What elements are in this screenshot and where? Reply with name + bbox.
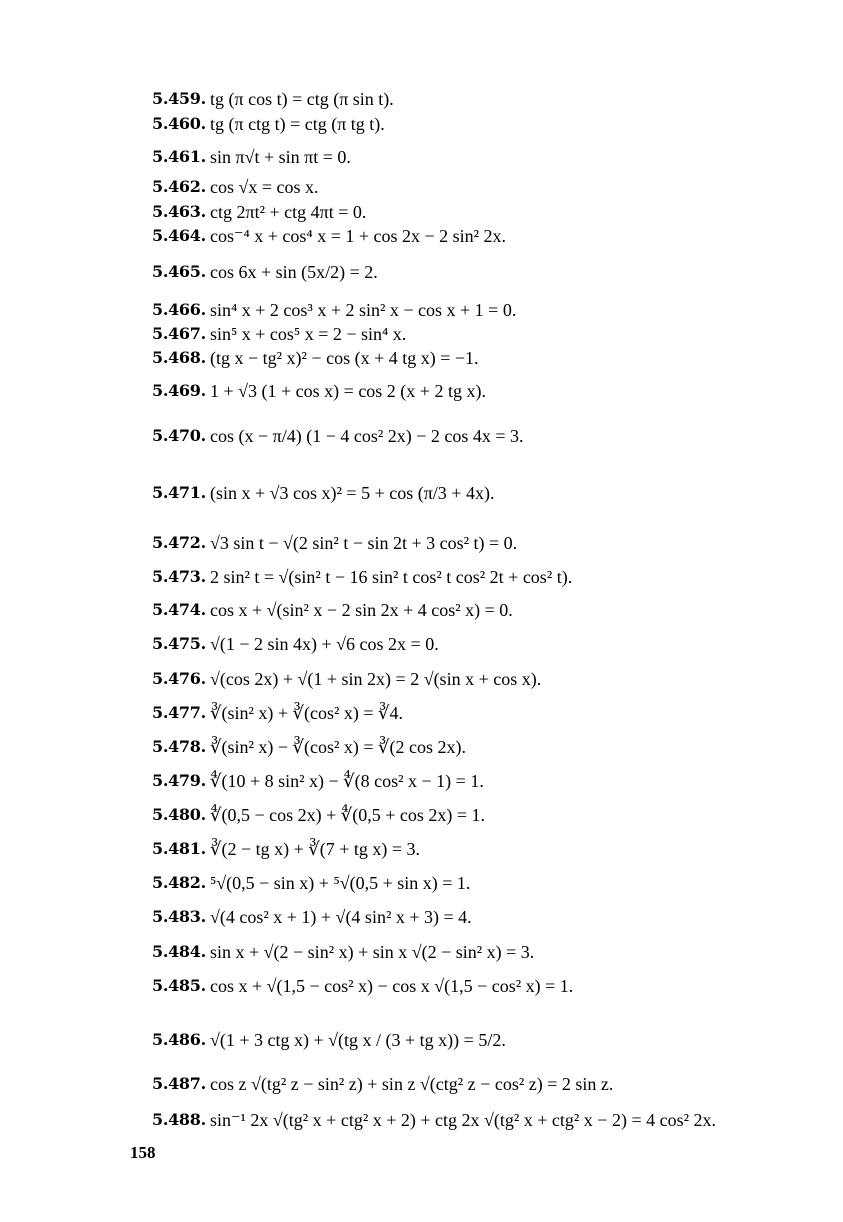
problem-expression: ctg 2πt² + ctg 4πt = 0. — [210, 202, 367, 222]
problem-5-480 — [152, 803, 792, 827]
problem-expression: sin⁵ x + cos⁵ x = 2 − sin⁴ x. — [210, 324, 407, 344]
problem-5-483 — [152, 905, 792, 929]
problem-number: 5.483. — [152, 907, 206, 926]
problem-5-459 — [152, 87, 792, 111]
problem-expression: ∛(sin² x) + ∛(cos² x) = ∛4. — [210, 703, 403, 723]
problem-number: 5.460. — [152, 114, 206, 133]
problem-number: 5.464. — [152, 226, 206, 245]
problem-5-484 — [152, 940, 792, 964]
problem-5-475 — [152, 632, 792, 656]
problem-number: 5.488. — [152, 1110, 206, 1129]
problem-number: 5.486. — [152, 1030, 206, 1049]
problem-expression: cos 6x + sin (5x/2) = 2. — [210, 262, 378, 282]
problem-number: 5.462. — [152, 177, 206, 196]
problem-5-469 — [152, 379, 792, 403]
problem-expression: sin π√t + sin πt = 0. — [210, 147, 351, 167]
problem-number: 5.459. — [152, 89, 206, 108]
problem-5-478 — [152, 735, 792, 759]
problem-expression: √(1 + 3 ctg x) + √(tg x / (3 + tg x)) = 5/2. — [210, 1030, 506, 1050]
problem-number: 5.469. — [152, 381, 206, 400]
problem-number: 5.487. — [152, 1074, 206, 1093]
problem-expression: cos z √(tg² z − sin² z) + sin z √(ctg² z − cos² z) = 2 sin z. — [210, 1074, 614, 1094]
problem-expression: ⁵√(0,5 − sin x) + ⁵√(0,5 + sin x) = 1. — [210, 873, 471, 893]
problem-number: 5.466. — [152, 300, 206, 319]
problem-5-461 — [152, 145, 792, 169]
page-number: 158 — [130, 1143, 156, 1162]
problem-number: 5.480. — [152, 805, 206, 824]
problem-5-481 — [152, 837, 792, 861]
problem-number: 5.479. — [152, 771, 206, 790]
problem-5-477 — [152, 701, 792, 725]
problem-5-466 — [152, 298, 792, 322]
problem-expression: cos x + √(1,5 − cos² x) − cos x √(1,5 − cos² x) = 1. — [210, 976, 574, 996]
problem-number: 5.467. — [152, 324, 206, 343]
problem-expression: sin⁻¹ 2x √(tg² x + ctg² x + 2) + ctg 2x √(tg² x + ctg² x − 2) = 4 cos² 2x. — [210, 1110, 716, 1130]
problem-expression: √(4 cos² x + 1) + √(4 sin² x + 3) = 4. — [210, 907, 472, 927]
problem-number: 5.474. — [152, 600, 206, 619]
problem-expression: cos⁻⁴ x + cos⁴ x = 1 + cos 2x − 2 sin² 2x. — [210, 226, 507, 246]
problem-5-462 — [152, 175, 792, 199]
problem-expression: ∛(2 − tg x) + ∛(7 + tg x) = 3. — [210, 839, 421, 859]
problem-5-473 — [152, 565, 792, 589]
problem-number: 5.471. — [152, 483, 206, 502]
problem-expression: ∜(10 + 8 sin² x) − ∜(8 cos² x − 1) = 1. — [210, 771, 484, 791]
problem-number: 5.463. — [152, 202, 206, 221]
problem-expression: cos x + √(sin² x − 2 sin 2x + 4 cos² x) = 0. — [210, 600, 513, 620]
problem-number: 5.482. — [152, 873, 206, 892]
problem-5-471 — [152, 481, 792, 505]
problem-5-486 — [152, 1028, 792, 1052]
problem-5-468 — [152, 346, 792, 370]
problem-number: 5.477. — [152, 703, 206, 722]
problem-number: 5.478. — [152, 737, 206, 756]
problem-expression: √(cos 2x) + √(1 + sin 2x) = 2 √(sin x + cos x). — [210, 669, 542, 689]
problem-expression: cos √x = cos x. — [210, 177, 319, 197]
problem-number: 5.461. — [152, 147, 206, 166]
problem-expression: tg (π ctg t) = ctg (π tg t). — [210, 114, 385, 134]
problem-number: 5.473. — [152, 567, 206, 586]
problem-5-470 — [152, 424, 792, 448]
problem-5-463 — [152, 200, 792, 224]
problem-expression: 2 sin² t = √(sin² t − 16 sin² t cos² t cos² 2t + cos² t). — [210, 567, 573, 587]
problem-expression: cos (x − π/4) (1 − 4 cos² 2x) − 2 cos 4x = 3. — [210, 426, 524, 446]
problem-expression: (sin x + √3 cos x)² = 5 + cos (π/3 + 4x). — [210, 483, 495, 503]
problem-expression: √3 sin t − √(2 sin² t − sin 2t + 3 cos² t) = 0. — [210, 533, 518, 553]
problem-5-460 — [152, 112, 792, 136]
problem-number: 5.481. — [152, 839, 206, 858]
problem-5-464 — [152, 224, 792, 248]
problem-5-465 — [152, 260, 792, 284]
problem-5-476 — [152, 667, 792, 691]
problem-5-487 — [152, 1072, 792, 1096]
problem-expression: 1 + √3 (1 + cos x) = cos 2 (x + 2 tg x). — [210, 381, 486, 401]
problem-number: 5.475. — [152, 634, 206, 653]
problem-expression: (tg x − tg² x)² − cos (x + 4 tg x) = −1. — [210, 348, 479, 368]
problem-number: 5.485. — [152, 976, 206, 995]
problem-expression: sin⁴ x + 2 cos³ x + 2 sin² x − cos x + 1 = 0. — [210, 300, 517, 320]
problem-expression: ∜(0,5 − cos 2x) + ∜(0,5 + cos 2x) = 1. — [210, 805, 486, 825]
problem-number: 5.484. — [152, 942, 206, 961]
problem-expression: ∛(sin² x) − ∛(cos² x) = ∛(2 cos 2x). — [210, 737, 466, 757]
problem-5-488 — [152, 1108, 792, 1132]
problem-5-467 — [152, 322, 792, 346]
problem-number: 5.470. — [152, 426, 206, 445]
problem-number: 5.468. — [152, 348, 206, 367]
problem-5-482 — [152, 871, 792, 895]
problem-5-474 — [152, 598, 792, 622]
problem-expression: tg (π cos t) = ctg (π sin t). — [210, 89, 394, 109]
problem-number: 5.465. — [152, 262, 206, 281]
problem-5-485 — [152, 974, 792, 998]
problem-expression: sin x + √(2 − sin² x) + sin x √(2 − sin² x) = 3. — [210, 942, 535, 962]
problem-5-472 — [152, 531, 792, 555]
problem-5-479 — [152, 769, 792, 793]
problem-number: 5.472. — [152, 533, 206, 552]
problem-expression: √(1 − 2 sin 4x) + √6 cos 2x = 0. — [210, 634, 439, 654]
problem-number: 5.476. — [152, 669, 206, 688]
